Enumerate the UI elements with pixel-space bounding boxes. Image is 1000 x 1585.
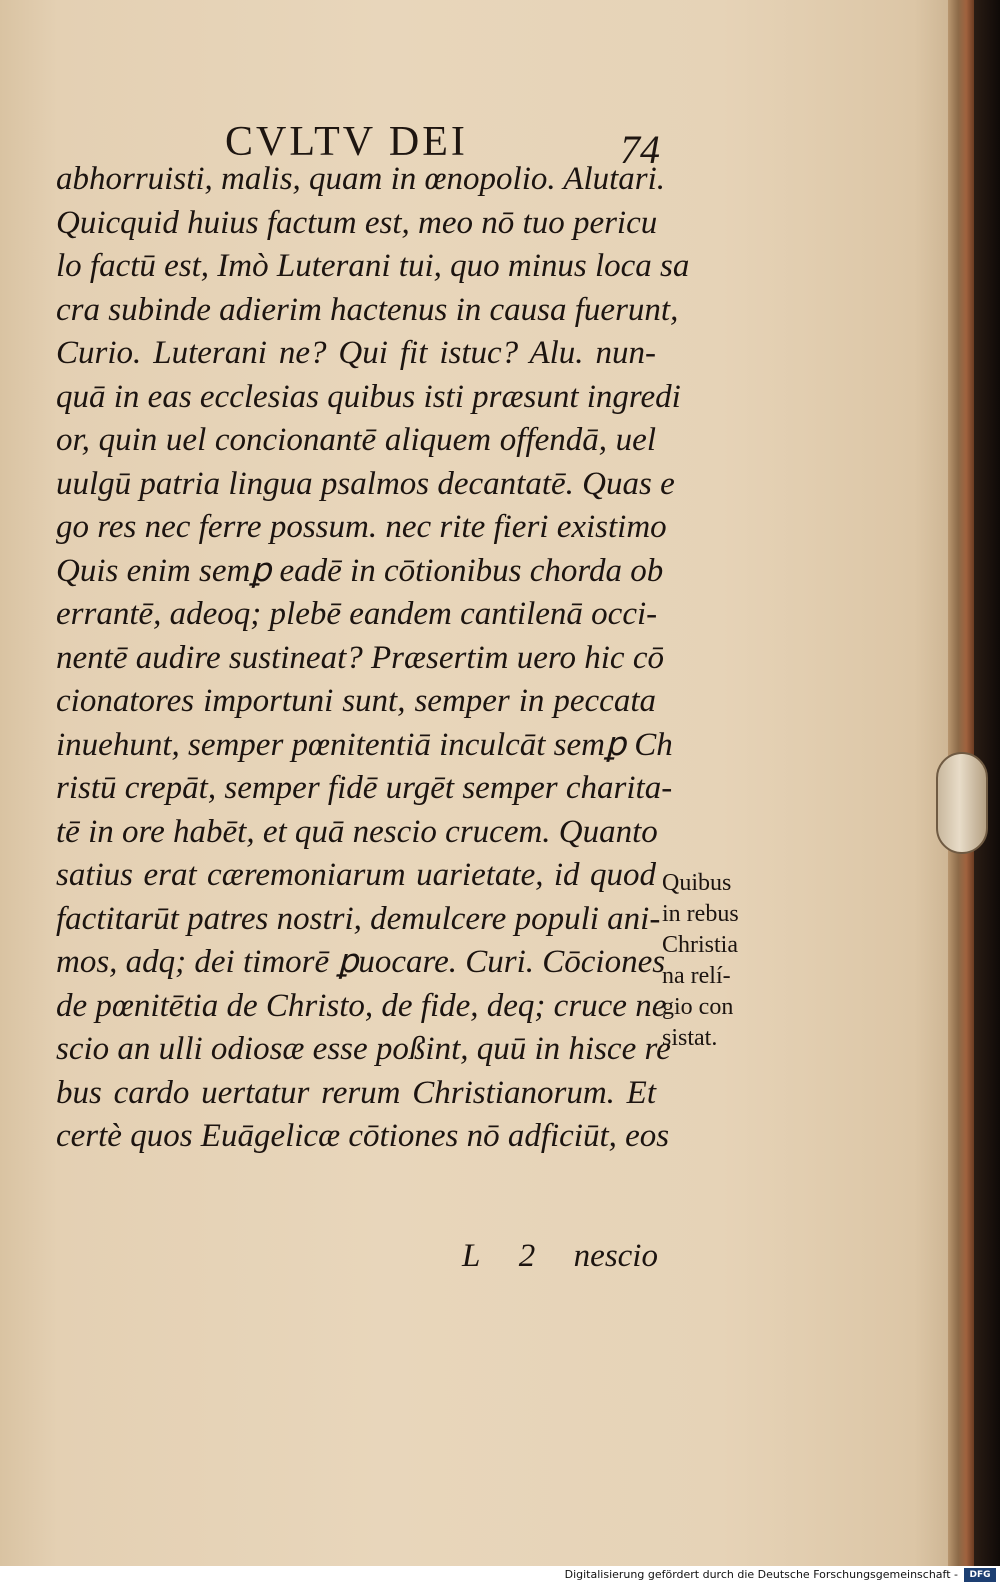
text-line: bus cardo uertatur rerum Christianorum. Et (56, 1074, 656, 1111)
text-line: nentē audire sustineat? Præsertim uero hic cō (56, 639, 664, 676)
text-line: inuehunt, semper pœnitentiā inculcāt semꝑ Ch (56, 726, 673, 763)
book-clasp (936, 752, 988, 854)
signature-letter: L (462, 1238, 481, 1274)
text-line: Quicquid huius factum est, meo nō tuo pericu (56, 204, 658, 241)
catchword-line (462, 1238, 658, 1275)
signature-number: 2 (518, 1238, 536, 1274)
marginal-note (662, 868, 772, 1054)
text-line: cionatores importuni sunt, semper in peccata (56, 683, 656, 719)
text-line: cra subinde adierim hactenus in causa fuerunt, (56, 291, 679, 328)
text-line: Quis enim semꝑ eadē in cōtionibus chorda ob (56, 552, 664, 589)
text-line: errantē, adeoq; plebē eandem cantilenā occi- (56, 596, 658, 632)
marginal-note-line: sistat. (662, 1025, 718, 1051)
marginal-note-line: na relí- (662, 963, 731, 989)
text-line: uulgū patria lingua psalmos decantatē. Quas e (56, 465, 675, 502)
text-line: Curio. Luterani ne? Qui fit istuc? Alu. nun- (56, 335, 656, 371)
text-line: quā in eas ecclesias quibus isti præsunt ingredi (56, 378, 681, 415)
marginal-note-line: gio con (662, 994, 734, 1020)
catchword: nescio (573, 1238, 658, 1274)
text-line: factitarūt patres nostri, demulcere populi ani- (56, 900, 661, 937)
funding-notice: Digitalisierung gefördert durch die Deutsche Forschungsgemeinschaft - (564, 1568, 958, 1581)
folio-number: 74 (620, 127, 660, 172)
text-line: certè quos Euāgelicæ cōtiones nō adficiūt, eos (56, 1118, 670, 1154)
dfg-logo: DFG (964, 1568, 996, 1582)
text-line: ristū crepāt, semper fidē urgēt semper charita- (56, 770, 673, 806)
marginal-note-line: Christia (662, 932, 738, 958)
text-line: go res nec ferre possum. nec rite fieri existimo (56, 509, 667, 545)
text-line: abhorruisti, malis, quam in œnopolio. Alutari. (56, 161, 666, 197)
running-title: CVLTV DEI (225, 119, 468, 165)
marginal-note-line: in rebus (662, 901, 739, 927)
text-line: tē in ore habēt, et quā nescio crucem. Quanto (56, 813, 658, 850)
text-line: satius erat cæremoniarum uarietate, id quod (56, 857, 656, 893)
footer-bar (0, 1566, 1000, 1585)
text-line: or, quin uel concionantē aliquem offendā, uel (56, 422, 656, 458)
marginal-note-line: Quibus (662, 870, 732, 896)
text-line: scio an ulli odiosæ esse poßint, quū in hisce re (56, 1031, 671, 1067)
text-line: lo factū est, Imò Luterani tui, quo minus loca sa (56, 248, 690, 284)
text-line: mos, adq; dei timorē ꝑuocare. Curi. Cōciones (56, 944, 666, 980)
text-line: de pœnitētia de Christo, de fide, deq; cruce ne (56, 987, 667, 1024)
